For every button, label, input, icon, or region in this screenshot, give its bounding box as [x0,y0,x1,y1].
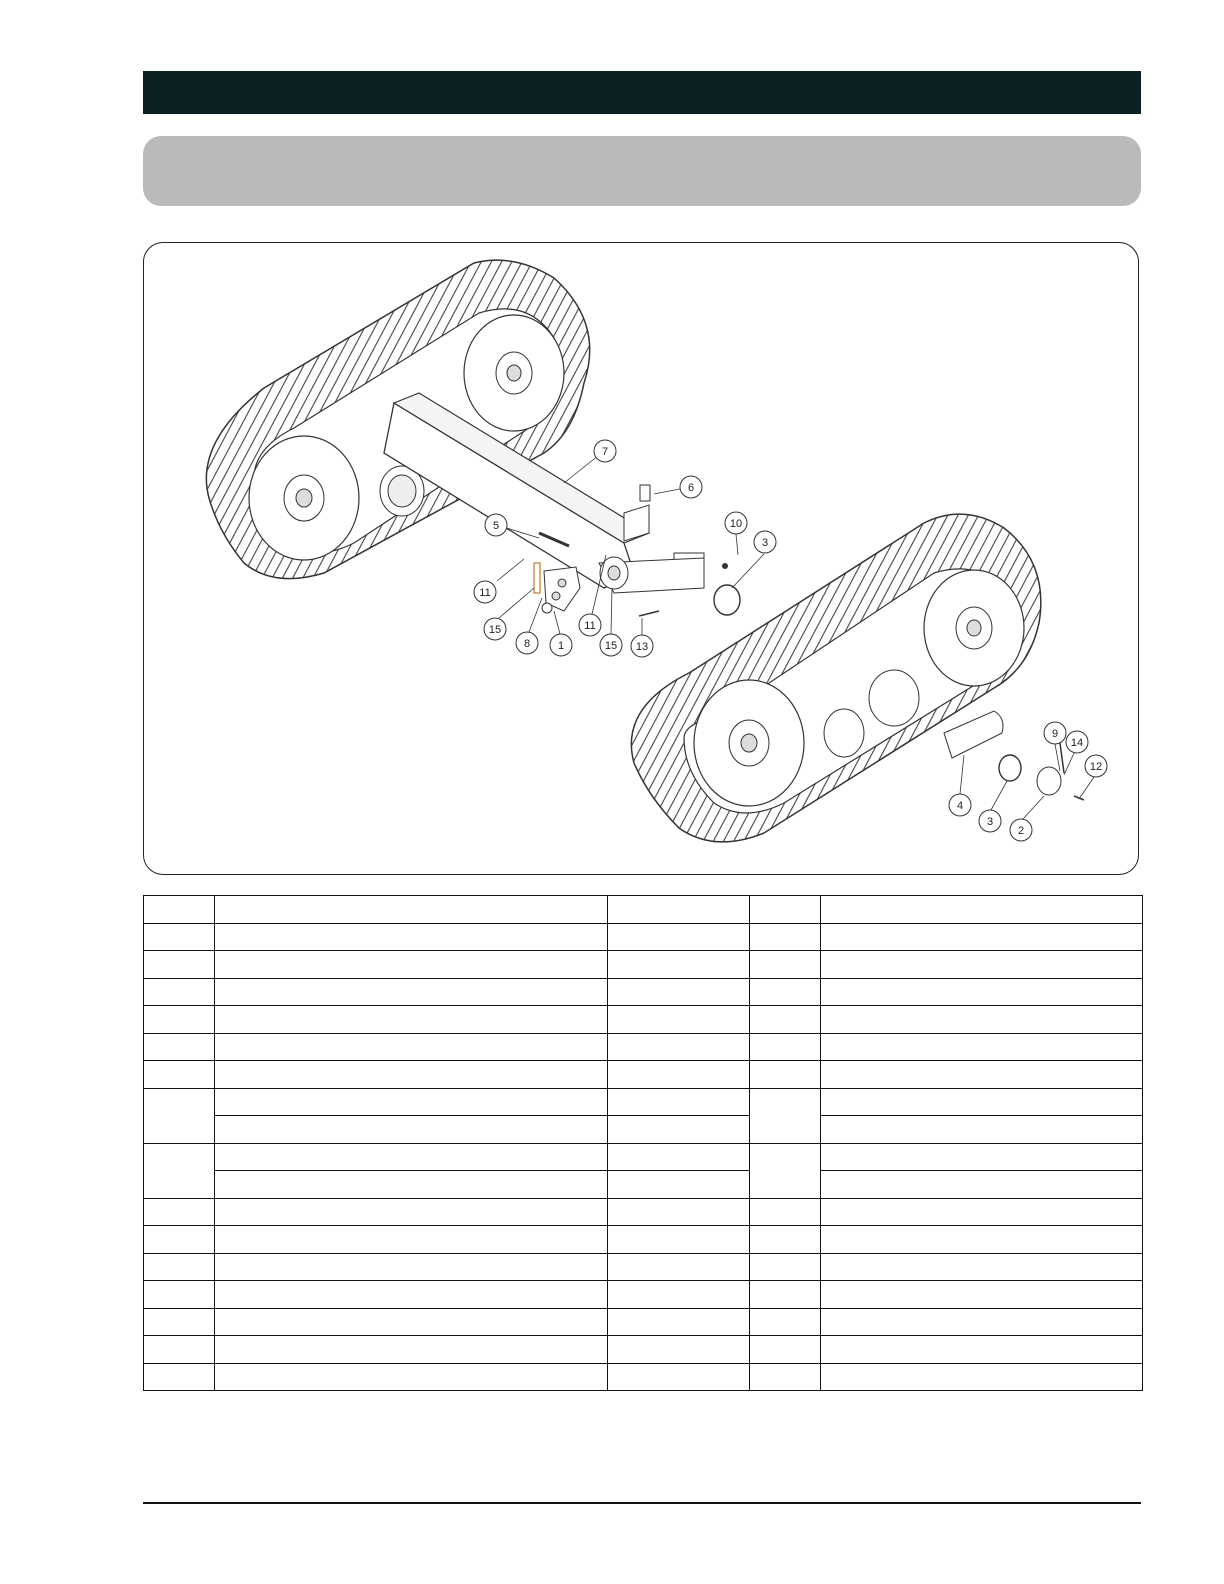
table-cell [144,1006,215,1034]
table-row [144,1171,1143,1199]
svg-text:7: 7 [601,446,609,458]
table-cell [215,923,608,951]
table-cell [608,1198,750,1226]
svg-text:4: 4 [956,800,964,812]
table-row [144,1336,1143,1364]
header-cell [215,896,608,924]
table-row [144,1088,1143,1116]
table-row [144,1198,1143,1226]
callout-15b [600,588,622,656]
table-cell [821,1116,1143,1144]
table-cell [608,1281,750,1309]
svg-text:1: 1 [557,640,565,652]
table-cell [144,1336,215,1364]
table-cell [821,1061,1143,1089]
table-cell [821,978,1143,1006]
svg-text:11: 11 [479,587,491,599]
section-title-banner [143,136,1141,206]
table-cell [608,1033,750,1061]
table-cell [608,1061,750,1089]
table-cell [144,978,215,1006]
svg-text:15: 15 [488,624,502,636]
callout-3a [732,531,776,588]
table-cell [215,978,608,1006]
table-cell [750,1281,821,1309]
table-cell [215,1006,608,1034]
svg-text:5: 5 [492,520,500,532]
exploded-parts-diagram [143,242,1139,875]
header-cell [608,896,750,924]
table-row [144,978,1143,1006]
table-cell [750,1033,821,1061]
table-cell [821,1336,1143,1364]
table-cell [144,1088,215,1143]
table-cell [144,1061,215,1089]
table-cell [821,1088,1143,1116]
header-cell [144,896,215,924]
table-cell [750,1363,821,1391]
table-row [144,1281,1143,1309]
table-cell [821,1281,1143,1309]
header-cell [821,896,1143,924]
table-cell [608,1363,750,1391]
table-cell [608,1336,750,1364]
table-cell [215,1116,608,1144]
callout-14 [1064,731,1088,775]
table-cell [144,1308,215,1336]
header-bar [143,71,1141,114]
table-cell [821,1226,1143,1254]
table-cell [144,1198,215,1226]
callout-12 [1079,755,1107,799]
table-cell [608,978,750,1006]
callout-7 [564,440,616,483]
table-cell [821,1033,1143,1061]
table-cell [821,1253,1143,1281]
table-cell [821,1171,1143,1199]
table-cell [750,1143,821,1198]
table-cell [750,1088,821,1143]
table-cell [144,1281,215,1309]
table-cell [608,1088,750,1116]
footer-divider [143,1502,1141,1504]
svg-text:11: 11 [584,620,596,632]
table-cell [215,1088,608,1116]
table-cell [821,923,1143,951]
table-cell [821,1006,1143,1034]
callout-3b [979,781,1007,832]
table-cell [608,1116,750,1144]
table-cell [215,1143,608,1171]
svg-text:13: 13 [635,641,649,653]
svg-text:8: 8 [523,638,531,650]
table-cell [215,1336,608,1364]
callout-8 [516,598,542,654]
table-cell [144,1143,215,1198]
table-cell [215,1171,608,1199]
svg-text:3: 3 [986,816,994,828]
table-row [144,1363,1143,1391]
table-cell [144,923,215,951]
svg-text:10: 10 [729,518,743,530]
table-cell [750,923,821,951]
svg-text:6: 6 [687,482,695,494]
table-cell [215,1253,608,1281]
table-cell [215,1308,608,1336]
diagram-svg [144,243,1139,875]
table-cell [215,1033,608,1061]
header-cell [750,896,821,924]
callout-13 [631,618,653,657]
table-row [144,1061,1143,1089]
table-cell [608,951,750,979]
table-cell [821,1363,1143,1391]
table-row [144,1143,1143,1171]
table-row [144,1253,1143,1281]
table-cell [750,1336,821,1364]
table-cell [144,1363,215,1391]
table-cell [750,951,821,979]
table-cell [215,1061,608,1089]
table-cell [144,1226,215,1254]
callout-1 [550,611,572,656]
table-row [144,1308,1143,1336]
svg-text:12: 12 [1089,761,1103,773]
table-cell [750,1308,821,1336]
table-header-row [144,896,1143,924]
table-row [144,1033,1143,1061]
table-cell [821,1308,1143,1336]
callout-2 [1010,796,1044,841]
parts-table [143,895,1143,1391]
svg-text:9: 9 [1051,728,1059,740]
table-cell [821,1198,1143,1226]
table-cell [215,1363,608,1391]
table-cell [750,1061,821,1089]
right-side-parts [944,711,1084,800]
table-cell [144,1253,215,1281]
table-cell [750,1006,821,1034]
table-cell [750,978,821,1006]
table-cell [215,1198,608,1226]
callout-11a [474,559,524,603]
table-cell [144,951,215,979]
table-row [144,1116,1143,1144]
svg-text:2: 2 [1017,825,1025,837]
table-cell [821,1143,1143,1171]
table-cell [750,1198,821,1226]
table-cell [821,951,1143,979]
table-cell [215,1226,608,1254]
table-cell [608,1171,750,1199]
callout-4 [949,755,971,816]
table-cell [608,1253,750,1281]
table-row [144,1226,1143,1254]
table-cell [750,1226,821,1254]
svg-text:3: 3 [761,537,769,549]
table-row [144,1006,1143,1034]
table-cell [608,1143,750,1171]
svg-text:14: 14 [1070,737,1084,749]
table-cell [608,1006,750,1034]
table-cell [215,1281,608,1309]
table-cell [750,1253,821,1281]
table-cell [144,1033,215,1061]
table-cell [608,1226,750,1254]
svg-text:15: 15 [604,640,618,652]
table-row [144,951,1143,979]
callout-10 [725,512,747,555]
callout-6 [654,476,702,498]
table-row [144,923,1143,951]
table-cell [608,923,750,951]
table-cell [215,951,608,979]
table-cell [608,1308,750,1336]
